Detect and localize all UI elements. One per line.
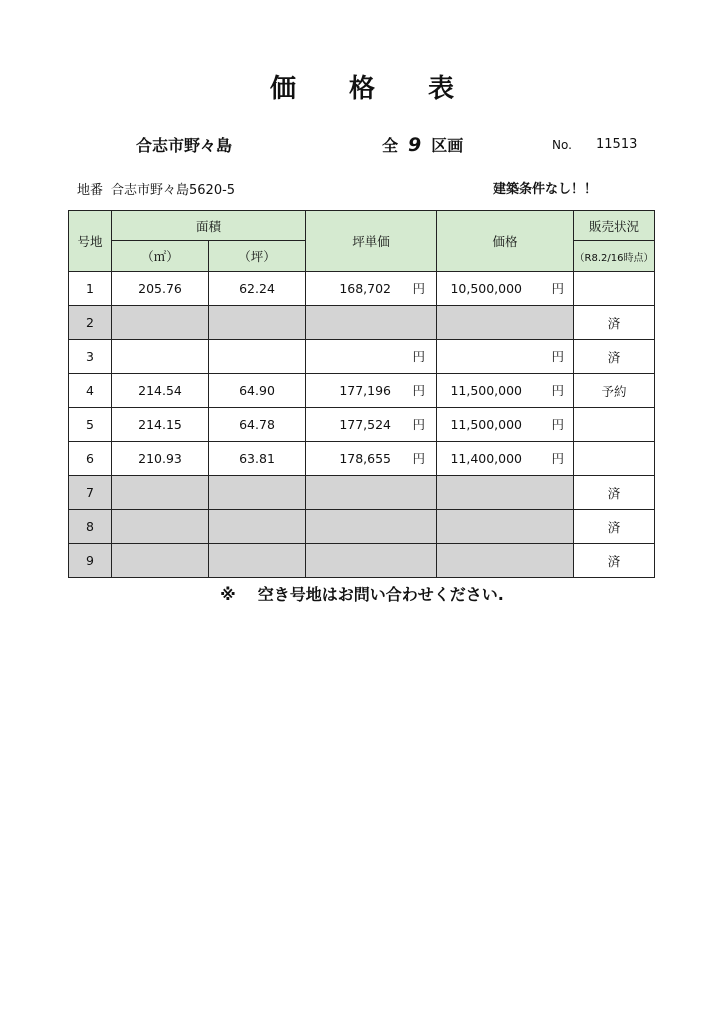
price [437,408,574,442]
unit-price-value: 177,524 [339,417,392,432]
price-value: 11,400,000 [450,451,523,466]
sales-status [574,272,655,306]
unit-price [306,374,437,408]
price [437,306,574,340]
price [437,510,574,544]
table-row [69,544,655,578]
sales-status: 済 [574,306,655,340]
area-sqm [112,476,209,510]
sales-status [574,408,655,442]
table-row [69,374,655,408]
price-table [68,210,655,578]
area-sqm [112,510,209,544]
unit-price [306,544,437,578]
price-value: 11,500,000 [450,383,523,398]
price-yen: 円 [551,281,565,296]
area-sqm: 205.76 [112,272,209,306]
unit-price [306,408,437,442]
unit-price-yen: 円 [412,383,426,398]
sales-status: 済 [574,510,655,544]
area-sqm: 210.93 [112,442,209,476]
area-sqm: 214.15 [112,408,209,442]
total-prefix: 全 [382,136,399,155]
unit-price-value: 168,702 [339,281,392,296]
total-suffix: 区画 [431,136,464,155]
header-area: 面積 [112,211,306,241]
price-value: 10,500,000 [450,281,523,296]
area-tsubo [209,340,306,374]
sales-status: 済 [574,476,655,510]
total-lots [382,133,463,156]
table-row [69,408,655,442]
lot-number: 9 [69,544,112,578]
sales-status: 済 [574,340,655,374]
sales-status: 予約 [574,374,655,408]
area-sqm [112,544,209,578]
price-yen: 円 [551,451,565,466]
price [437,272,574,306]
area-tsubo: 64.90 [209,374,306,408]
price [437,544,574,578]
header-lot: 号地 [69,211,112,272]
area-tsubo: 64.78 [209,408,306,442]
unit-price-yen: 円 [412,281,426,296]
unit-price [306,476,437,510]
table-row [69,476,655,510]
area-tsubo: 62.24 [209,272,306,306]
lot-number: 2 [69,306,112,340]
total-count: 9 [408,134,422,156]
lot-number: 7 [69,476,112,510]
table-row [69,272,655,306]
price [437,340,574,374]
price-yen: 円 [551,383,565,398]
price [437,476,574,510]
lot-address-value: 合志市野々島5620-5 [111,183,236,198]
area-sqm [112,340,209,374]
table-row [69,510,655,544]
table-row [69,306,655,340]
lot-number: 1 [69,272,112,306]
location-heading: 合志市野々島 [136,136,233,155]
page-title: 価 格 表 [269,74,477,104]
price-value: 11,500,000 [450,417,523,432]
unit-price-value: 177,196 [339,383,392,398]
header-price: 価格 [437,211,574,272]
unit-price [306,340,437,374]
lot-address-label: 地番 [77,183,104,198]
area-tsubo [209,476,306,510]
footer-note [0,582,724,605]
table-row [69,340,655,374]
unit-price [306,306,437,340]
unit-price [306,272,437,306]
unit-price [306,510,437,544]
header-unit-price: 坪単価 [306,211,437,272]
area-tsubo: 63.81 [209,442,306,476]
price [437,374,574,408]
header-area-sqm: （㎡） [112,241,209,272]
lot-number: 6 [69,442,112,476]
lot-address [77,179,235,198]
sales-status: 済 [574,544,655,578]
area-sqm: 214.54 [112,374,209,408]
note-mark: ※ [220,585,236,604]
header-status: 販売状況 [574,211,655,241]
building-condition: 建築条件なし！！ [493,182,598,197]
document-number: 11513 [596,137,638,152]
header-area-tsubo: （坪） [209,241,306,272]
lot-number: 3 [69,340,112,374]
area-sqm [112,306,209,340]
lot-number: 8 [69,510,112,544]
lot-number: 4 [69,374,112,408]
table-row [69,442,655,476]
price-yen: 円 [551,417,565,432]
unit-price-value: 178,655 [339,451,392,466]
document-number-label: No. [552,138,572,152]
price [437,442,574,476]
note-text: 空き号地はお問い合わせください. [257,585,504,604]
unit-price-yen: 円 [412,349,426,364]
sales-status [574,442,655,476]
area-tsubo [209,306,306,340]
unit-price [306,442,437,476]
unit-price-yen: 円 [412,451,426,466]
lot-number: 5 [69,408,112,442]
unit-price-yen: 円 [412,417,426,432]
header-status-date: （R8.2/16時点） [574,241,655,272]
price-yen: 円 [551,349,565,364]
area-tsubo [209,510,306,544]
area-tsubo [209,544,306,578]
